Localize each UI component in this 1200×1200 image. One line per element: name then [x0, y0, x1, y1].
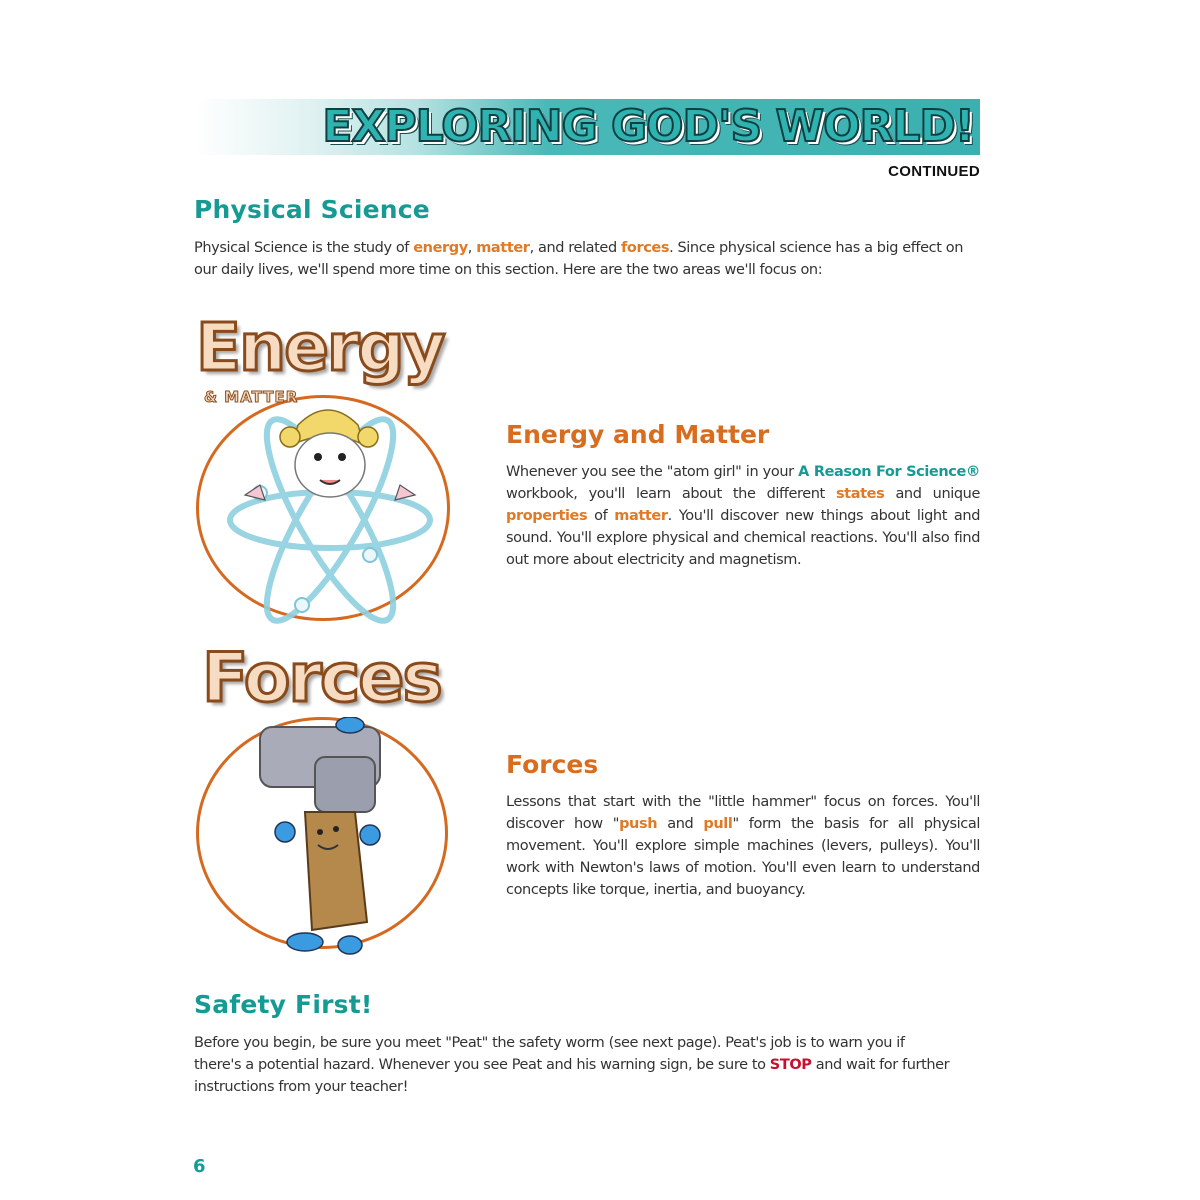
- forces-logo-word: Forces: [202, 639, 441, 718]
- atom-girl-icon: [220, 385, 440, 635]
- forces-heading: Forces: [506, 750, 599, 779]
- energy-matter-body: Whenever you see the "atom girl" in your A Reason For Science® workbook, you'll learn about the different states and unique properties of matter. You'll discover new things about light and sound. You'll explore physical and chemical reactions. You'll also find out more about electricity and magnetism.: [506, 464, 981, 568]
- physical-science-heading: Physical Science: [194, 195, 430, 224]
- safety-body: Before you begin, be sure you meet "Peat" the safety worm (see next page). Peat's job is to warn you if there's a potential hazard. Whenever you see Peat and his warning sign, be sure to STOP and wait for further instructions from your teacher!: [194, 1035, 950, 1095]
- energy-matter-heading: Energy and Matter: [506, 420, 770, 449]
- forces-illustration: [190, 639, 460, 955]
- header-banner: [195, 99, 980, 155]
- energy-logo-subtitle: & MATTER: [204, 388, 299, 406]
- forces-body: Lessons that start with the "little hammer" focus on forces. You'll discover how "push and pull" form the basis for all physical movement. You'll explore simple machines (levers, pulleys). You'll work with Newton's laws of motion. You'll even learn to understand concepts like torque, inertia, and buoyancy.: [506, 794, 980, 898]
- energy-matter-illustration: [190, 309, 460, 635]
- physical-science-intro: Physical Science is the study of energy, matter, and related forces. Since physical science has a big effect on our daily lives, we'll spend more time on this section. Here are the two areas we'll focus on:: [194, 240, 963, 278]
- page-number: 6: [193, 1156, 206, 1177]
- safety-heading: Safety First!: [194, 990, 373, 1019]
- energy-logo-word: Energy: [196, 309, 444, 386]
- continued-label: CONTINUED: [888, 163, 980, 180]
- banner-title: EXPLORING GOD'S WORLD!: [322, 101, 974, 152]
- little-hammer-icon: [250, 717, 400, 957]
